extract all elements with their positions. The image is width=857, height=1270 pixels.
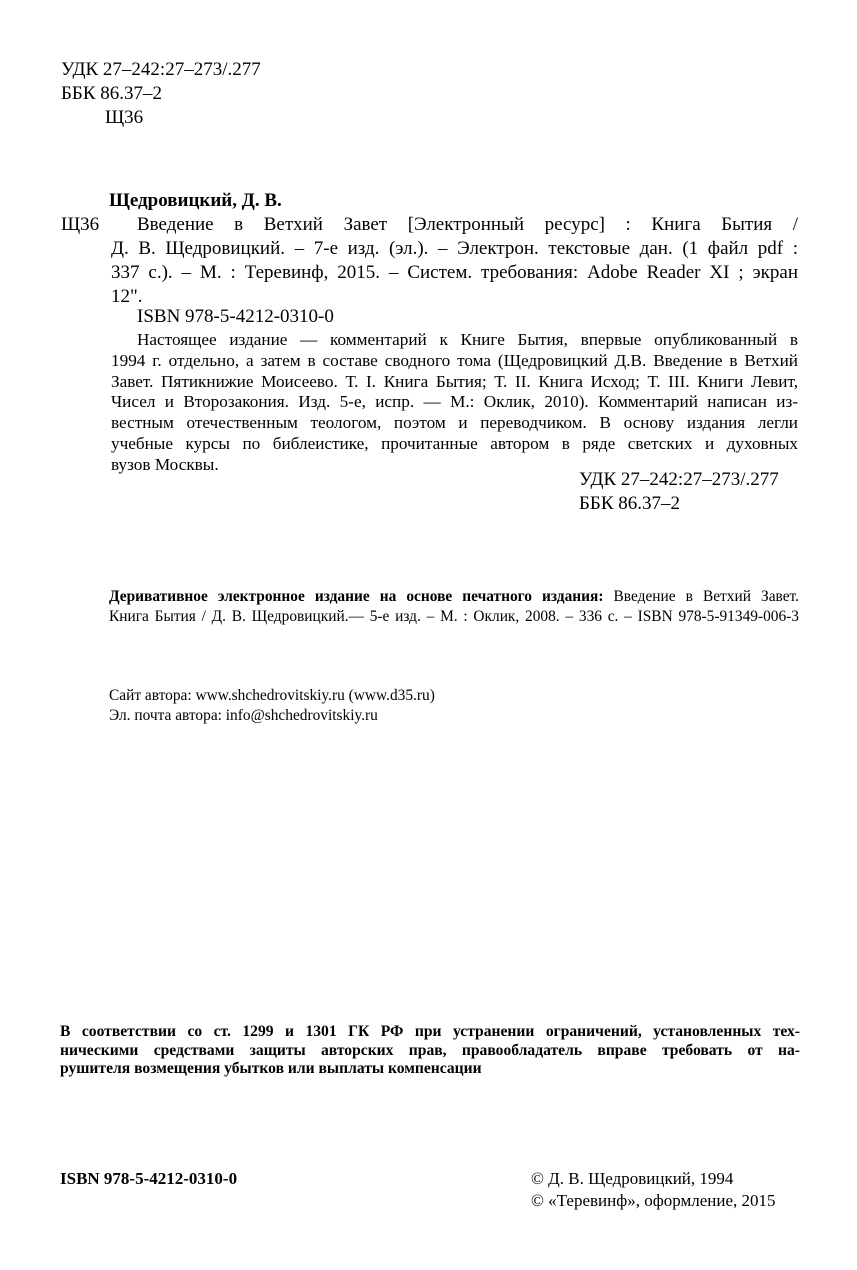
legal-line: рушителя возмещения убытков или выплаты компенсации bbox=[60, 1060, 482, 1077]
top-bbk: ББК 86.37–2 bbox=[61, 83, 162, 104]
legal-line: В соответствии со ст. 1299 и 1301 ГК РФ при устранении ограничений, установленных тех- bbox=[60, 1023, 800, 1040]
annotation-line: Чисел и Второзакония. Изд. 5-е, испр. — М.: Оклик, 2010). Комментарий написан из- bbox=[111, 392, 798, 412]
top-codes bbox=[61, 58, 261, 130]
annotation-line: вузов Москвы. bbox=[111, 454, 219, 474]
legal-notice bbox=[60, 1023, 800, 1079]
derivative-text-1: Введение в Ветхий Завет. bbox=[613, 588, 799, 605]
description-line: 12". bbox=[111, 286, 143, 307]
card-udk: УДК 27–242:27–273/.277 bbox=[579, 469, 779, 490]
legal-line: ническими средствами защиты авторских прав, правообладатель вправе требовать от на- bbox=[60, 1041, 800, 1059]
copyright-author: © Д. В. Щедровицкий, 1994 bbox=[531, 1169, 734, 1188]
author-contacts bbox=[109, 686, 435, 726]
card-mark: Щ36 bbox=[61, 214, 100, 235]
description-line: Д. В. Щедровицкий. – 7-е изд. (эл.). – Электрон. текстовые дан. (1 файл pdf : bbox=[111, 238, 798, 259]
derivative-text-2: Книга Бытия / Д. В. Щедровицкий.— 5-е изд. – М. : Оклик, 2008. – 336 с. – ISBN 978-5-91349-006-3 bbox=[109, 608, 799, 625]
author-site: Сайт автора: www.shchedrovitskiy.ru (www.d35.ru) bbox=[109, 687, 435, 704]
description-line: 337 с.). – М. : Теревинф, 2015. – Систем. требования: Adobe Reader XI ; экран bbox=[111, 262, 798, 283]
annotation-line: учебные курсы по библеистике, прочитанные автором в ряде светских и духовных bbox=[111, 433, 798, 453]
description-line: Введение в Ветхий Завет [Электронный ресурс] : Книга Бытия / bbox=[137, 214, 798, 235]
card-annotation bbox=[111, 330, 798, 476]
top-author-mark: Щ36 bbox=[105, 107, 144, 128]
top-udk: УДК 27–242:27–273/.277 bbox=[61, 59, 261, 80]
copyright-design: © «Теревинф», оформление, 2015 bbox=[531, 1191, 776, 1210]
derivative-label: Деривативное электронное издание на основе печатного издания: bbox=[109, 588, 604, 605]
author-email: Эл. почта автора: info@shchedrovitskiy.ru bbox=[109, 707, 378, 724]
annotation-line: 1994 г. отдельно, а затем в составе сводного тома (Щедровицкий Д.В. Введение в Ветхий bbox=[111, 350, 798, 370]
footer-copyrights bbox=[531, 1168, 776, 1212]
card-bbk: ББК 86.37–2 bbox=[579, 493, 680, 514]
card-isbn: ISBN 978-5-4212-0310-0 bbox=[137, 306, 334, 327]
annotation-line: Настоящее издание — комментарий к Книге Бытия, впервые опубликованный в bbox=[137, 330, 798, 349]
card-author: Щедровицкий, Д. В. bbox=[109, 190, 282, 211]
card-description bbox=[111, 213, 798, 309]
annotation-line: Завет. Пятикнижие Моисеево. Т. I. Книга Бытия; Т. II. Книга Исход; Т. III. Книги Левит, bbox=[111, 371, 798, 391]
annotation-line: вестным отечественным теологом, поэтом и переводчиком. В основу издания легли bbox=[111, 413, 798, 433]
derivative-note bbox=[109, 587, 799, 627]
card-codes bbox=[579, 468, 779, 516]
footer-isbn: ISBN 978-5-4212-0310-0 bbox=[60, 1169, 238, 1188]
